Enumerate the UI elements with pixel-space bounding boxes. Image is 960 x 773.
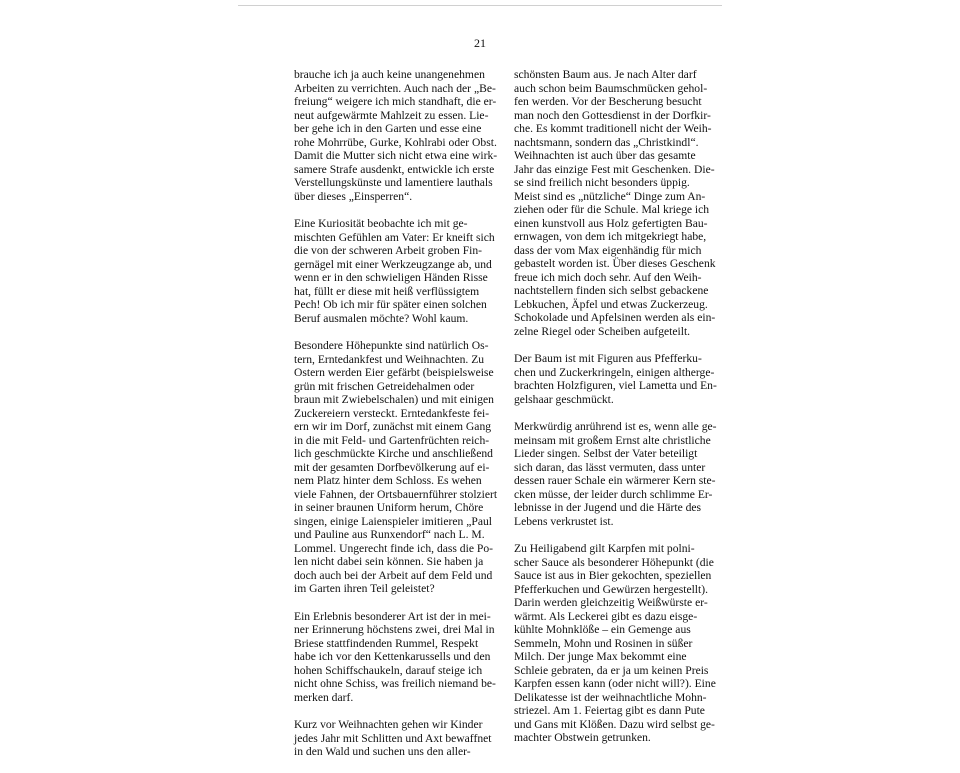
text-line: grün mit frischen Getreidehalmen oder [294,379,475,393]
text-line: gelshaar geschmückt. [514,392,614,406]
text-line: hohen Schiffschaukeln, darauf steige ich [294,663,483,677]
text-line: hat, füllt er diese mit heiß verflüssigtem [294,284,480,298]
text-line: striezel. Am 1. Feiertag gibt es dann Pute [514,704,705,717]
text-line: habe ich vor den Kettenkarussells und den [294,650,491,663]
text-line: rohe Mohrrübe, Gurke, Kohlrabi oder Obst. [294,135,497,149]
text-line: fen werden. Vor der Bescherung besucht [514,95,702,108]
text-line: cken müsse, der leider durch schlimme Er- [514,487,713,501]
text-line: Zu Heiligabend gilt Karpfen mit polni- [514,542,695,555]
text-line: Delikatesse ist der weihnachtliche Mohn- [514,690,707,704]
page-top-rule [238,5,722,6]
text-line: Lommel. Ungerecht finde ich, dass die Po- [294,541,493,555]
paragraph [294,217,506,325]
text-line: ber gehe ich in den Garten und esse eine [294,122,482,135]
text-line: Merkwürdig anrührend ist es, wenn alle ge- [514,420,717,433]
page-number: 21 [474,36,486,50]
text-line: Sauce ist aus in Bier gekochten, speziellen [514,569,712,582]
text-line: wärmt. Als Leckerei gibt es dazu eisge- [514,609,698,623]
text-column-left [294,68,506,773]
text-line: machter Obstwein getrunken. [514,731,651,744]
text-line: che. Es kommt traditionell nicht der Weih- [514,122,712,135]
text-line: Pfefferkuchen und Gewürzen hergestellt). [514,582,709,596]
text-line: und Pauline aus Runxendorf“ nach L. M. [294,528,485,541]
text-line: in die mit Feld- und Gartenfrüchten reich- [294,433,490,447]
paragraph [294,339,506,596]
text-line: wenn er in den schwieligen Händen Risse [294,271,488,284]
text-line: lich geschmückte Kirche und anschließend [294,447,493,460]
text-line: auch schon beim Baumschmücken gehol- [514,81,708,95]
text-line: brauche ich ja auch keine unangenehmen [294,68,485,81]
text-line: Verstellungskünste und lamentiere lauthals [294,176,493,189]
text-line: gebastelt worden ist. Über dieses Geschenk [514,257,716,270]
text-line: Zuckereiern versteckt. Erntedankfeste fei- [294,406,490,420]
text-line: singen, einige Laienspieler imitieren „Paul [294,514,492,528]
text-line: neut aufgewärmte Mahlzeit zu essen. Lie- [294,108,489,122]
text-line: Beruf ausmalen möchte? Wohl kaum. [294,311,469,325]
text-line: Schleie gebraten, da er ja um keinen Preis [514,663,709,677]
text-line: Besondere Höhepunkte sind natürlich Os- [294,339,489,352]
text-line: nachtstellern finden sich selbst gebackene [514,284,709,297]
text-line: mit der gesamten Dorfbevölkerung auf ei- [294,460,490,474]
text-line: len nicht dabei sein können. Sie haben ja [294,555,484,568]
paragraph [294,718,506,759]
paragraph [514,542,726,745]
text-line: in seiner braunen Uniform herum, Chöre [294,501,484,514]
text-line: gernägel mit einer Werkzeugzange ab, und [294,257,492,271]
text-line: ziehen oder für die Schule. Mal kriege ich [514,203,710,216]
text-line: mischten Gefühlen am Vater: Er kneift sich [294,230,495,244]
text-line: Ein Erlebnis besonderer Art ist der in mei- [294,609,491,623]
text-line: Eine Kuriosität beobachte ich mit ge- [294,217,468,230]
text-line: über dieses „Einsperren“. [294,189,413,203]
text-line: die von der schweren Arbeit groben Fin- [294,244,483,257]
text-line: dass der vom Max eigenhändig für mich [514,243,702,257]
text-line: und Gans mit Klößen. Dazu wird selbst ge- [514,717,715,731]
text-line: freue ich mich doch sehr. Auf den Weih- [514,270,702,284]
paragraph [514,420,726,528]
text-line: scher Sauce als besonderer Höhepunkt (die [514,555,714,569]
text-line: nachtsmann, sondern das „Christkindl“. [514,135,699,149]
text-line: braun mit Zwiebelschalen) und mit einigen [294,393,494,406]
text-line: schönsten Baum aus. Je nach Alter darf [514,68,697,81]
text-line: meinsam mit großem Ernst alte christliche [514,433,711,447]
paragraph [514,68,726,338]
text-line: Weihnachten ist auch über das gesamte [514,149,696,162]
text-line: ner Erinnerung höchstens zwei, drei Mal in [294,623,495,636]
text-line: samere Strafe ausdenkt, entwickle ich erste [294,162,495,176]
text-line: Kurz vor Weihnachten gehen wir Kinder [294,718,483,731]
text-line: Der Baum ist mit Figuren aus Pfefferku- [514,352,702,365]
text-line: man noch den Gottesdienst in der Dorfkir- [514,108,711,122]
text-line: Meist sind es „nützliche“ Dinge zum An- [514,189,706,203]
text-line: Schokolade und Apfelsinen werden als ein- [514,311,716,324]
text-line: brachten Holzfiguren, viel Lametta und En- [514,379,717,392]
paragraph [294,68,506,203]
text-line: Lebens verkrustet ist. [514,514,614,528]
text-line: merken darf. [294,690,354,704]
text-line: Ostern werden Eier gefärbt (beispielsweise [294,366,494,379]
text-line: nem Platz hinter dem Schloss. Es wehen [294,474,482,487]
paragraph [294,610,506,705]
text-line: Arbeiten zu verrichten. Auch nach der „Be- [294,81,496,95]
text-line: viele Fahnen, der Ortsbauernführer stolziert [294,487,498,501]
text-line: nicht ohne Schiss, was freilich niemand be- [294,677,496,690]
text-line: zelne Riegel oder Scheiben aufgeteilt. [514,324,691,338]
text-column-right [514,68,726,759]
text-line: se sind freilich nicht besonders üppig. [514,176,690,189]
text-line: Briese stattfindenden Rummel, Respekt [294,636,479,650]
text-line: Damit die Mutter sich nicht etwa eine wirk- [294,149,498,162]
text-line: dessen rauer Schale ein wärmerer Kern ste- [514,474,716,487]
text-line: Milch. Der junge Max bekommt eine [514,650,687,663]
text-line: doch auch bei der Arbeit auf dem Feld und [294,568,493,582]
text-line: Darin werden gleichzeitig Weißwürste er- [514,596,708,609]
text-line: Karpfen essen kann (oder nicht will?). Eine [514,677,716,690]
text-line: lebnisse in der Jugend und die Härte des [514,501,702,514]
text-line: Pech! Ob ich mir für später einen solchen [294,298,487,311]
text-line: sich daran, das lässt vermuten, dass unter [514,460,706,474]
text-line: ernwagen, von dem ich mitgekriegt habe, [514,230,707,243]
text-line: Lieder singen. Selbst der Vater beteiligt [514,447,698,460]
text-line: Semmeln, Mohn und Rosinen in süßer [514,636,693,650]
text-line: jedes Jahr mit Schlitten und Axt bewaffnet [294,731,492,745]
text-line: tern, Erntedankfest und Weihnachten. Zu [294,352,485,366]
text-line: chen und Zuckerkringeln, einigen althergе- [514,365,715,379]
text-line: Lebkuchen, Äpfel und etwas Zuckerzeug. [514,297,708,311]
paragraph [514,352,726,406]
text-line: Jahr das einzige Fest mit Geschenken. Die- [514,162,715,176]
text-line: einen kunstvoll aus Holz gefertigten Bau- [514,216,708,230]
text-line: im Garten ihren Teil geleistet? [294,582,435,595]
text-line: freiung“ weigere ich mich standhaft, die er- [294,95,497,108]
text-line: ern wir im Dorf, zunächst mit einem Gang [294,420,492,433]
text-line: kühlte Mohnklöße – ein Gemenge aus [514,623,691,636]
text-line: in den Wald und suchen uns den aller- [294,745,471,758]
